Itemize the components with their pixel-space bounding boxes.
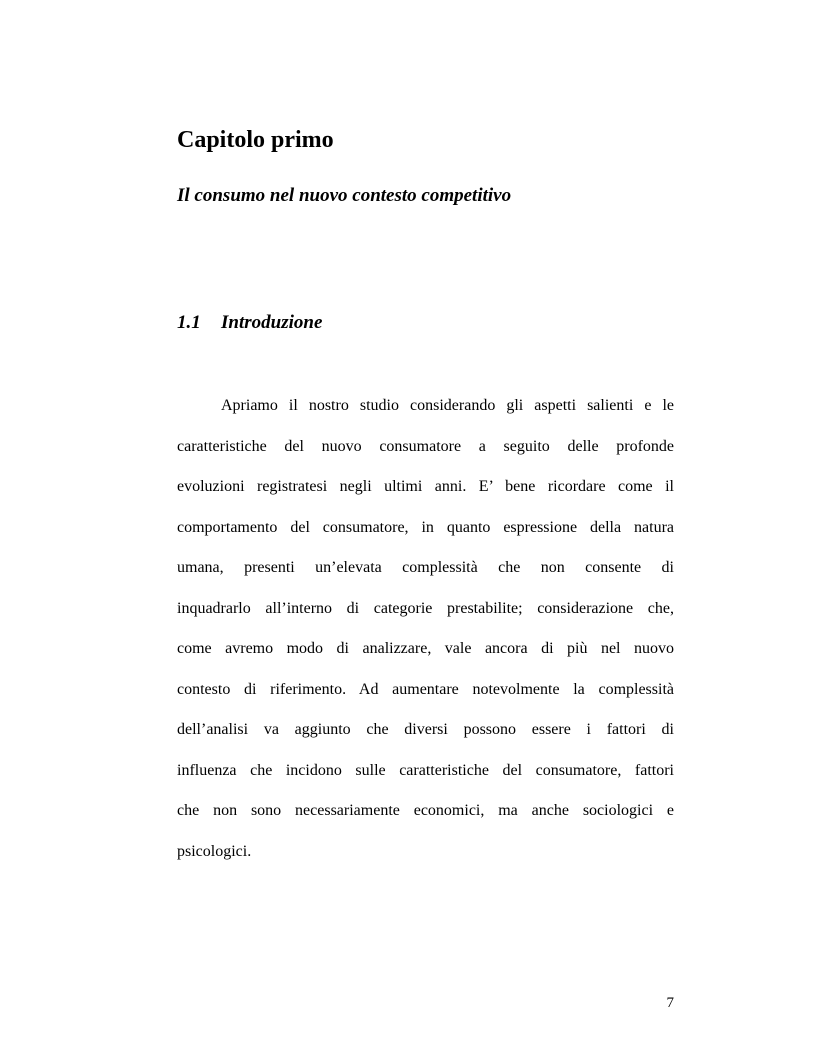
paragraph-line: evoluzioni registratesi negli ultimi anni. E’ bene ricordare come il [177,478,674,495]
section-heading [177,310,322,336]
section-number: 1.1 [177,312,201,333]
section-title: Introduzione [221,312,323,333]
chapter-title: Capitolo primo [177,127,334,153]
paragraph-line: psicologici. [177,842,252,860]
paragraph-line: come avremo modo di analizzare, vale ancora di più nel nuovo [177,640,674,657]
paragraph-line: influenza che incidono sulle caratteristiche del consumatore, fattori [177,761,674,779]
paragraph-line: caratteristiche del nuovo consumatore a seguito delle profonde [177,437,674,455]
page-number: 7 [666,995,674,1011]
paragraph-line: contesto di riferimento. Ad aumentare notevolmente la complessità [177,680,674,698]
paragraph-line: Apriamo il nostro studio considerando gli aspetti salienti e le [221,397,674,414]
paragraph-line: inquadrarlo all’interno di categorie prestabilite; considerazione che, [177,599,674,617]
paragraph-line: umana, presenti un’elevata complessità che non consente di [177,559,674,576]
paragraph-line: comportamento del consumatore, in quanto espressione della natura [177,518,674,536]
chapter-subtitle: Il consumo nel nuovo contesto competitivo [177,185,512,206]
body-paragraph [177,392,674,878]
paragraph-line: dell’analisi va aggiunto che diversi possono essere i fattori di [177,721,674,738]
paragraph-line: che non sono necessariamente economici, ma anche sociologici e [177,802,674,819]
